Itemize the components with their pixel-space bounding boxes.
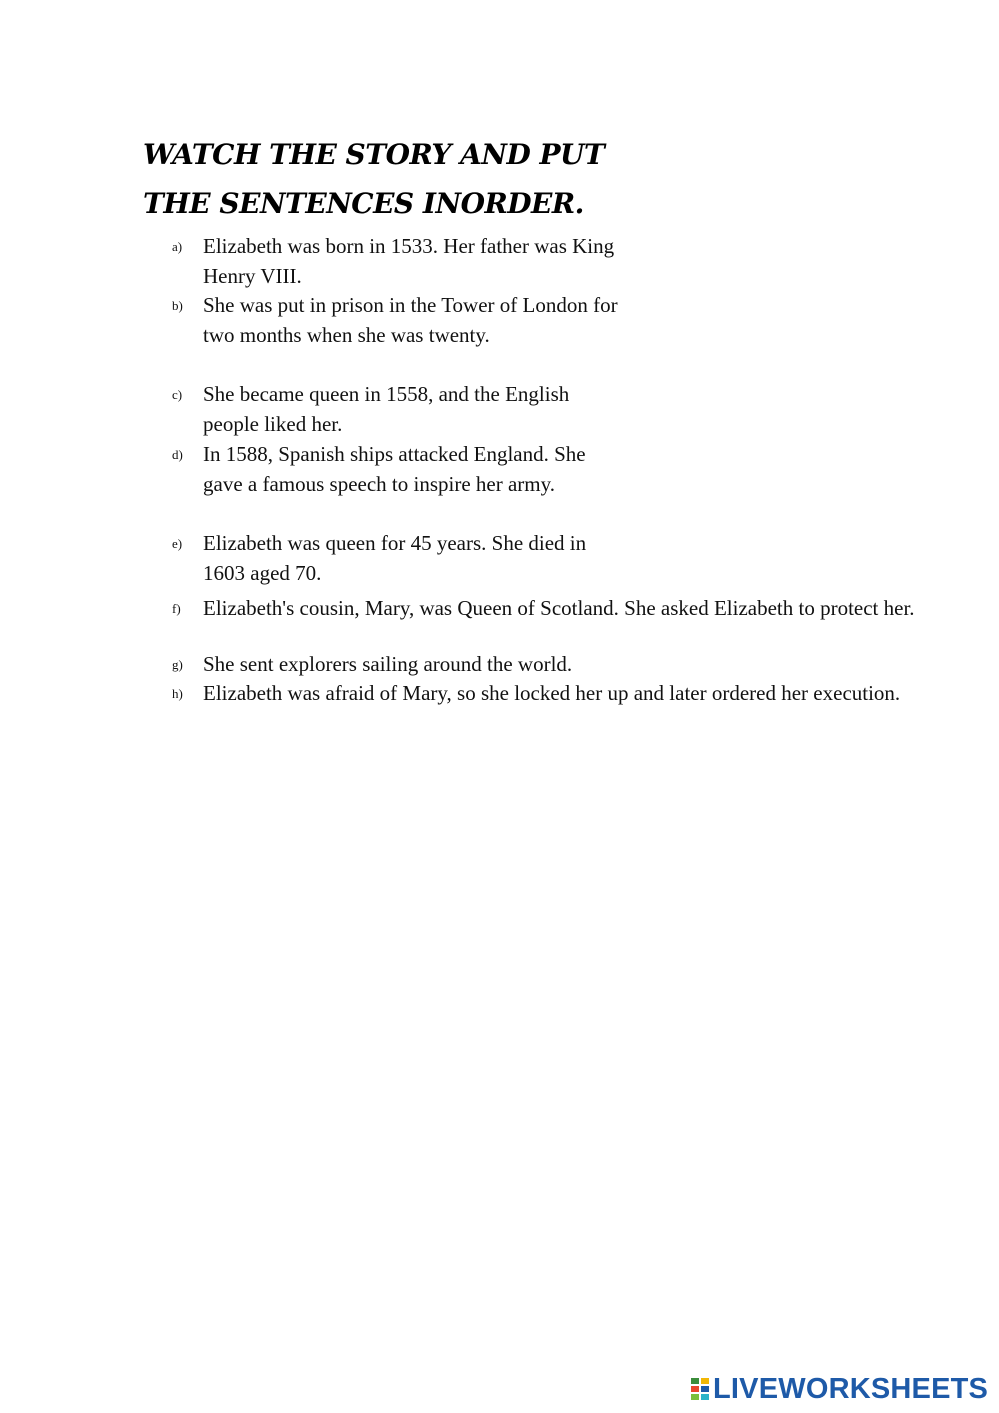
item-text: Elizabeth's cousin, Mary, was Queen of Scotland. She asked Elizabeth to protect her. bbox=[203, 596, 915, 620]
item-marker: f) bbox=[172, 601, 181, 616]
item-marker: c) bbox=[172, 387, 183, 402]
item-marker: a) bbox=[172, 239, 183, 254]
item-marker: d) bbox=[172, 447, 183, 462]
item-text: Elizabeth was afraid of Mary, so she locked her up and later ordered her execution. bbox=[203, 681, 901, 705]
logo-icon-cell bbox=[700, 1385, 710, 1393]
item-text: She sent explorers sailing around the world. bbox=[203, 652, 573, 676]
sentence-item-d bbox=[172, 440, 623, 499]
title-line-2: THE SENTENCES INORDER. bbox=[143, 187, 584, 220]
item-text: Elizabeth was born in 1533. Her father was King Henry VIII. bbox=[203, 234, 615, 288]
sentence-item-b bbox=[172, 291, 623, 350]
item-text: She was put in prison in the Tower of London for two months when she was twenty. bbox=[203, 293, 618, 347]
item-marker: e) bbox=[172, 536, 183, 551]
logo-icon-cell bbox=[690, 1393, 700, 1401]
sentence-item-e bbox=[172, 529, 623, 588]
logo-icon-cell bbox=[690, 1377, 700, 1385]
item-marker: g) bbox=[172, 657, 183, 672]
item-marker: b) bbox=[172, 298, 183, 313]
item-text: Elizabeth was queen for 45 years. She died in 1603 aged 70. bbox=[203, 531, 587, 585]
worksheet-title bbox=[143, 130, 703, 228]
item-text: She became queen in 1558, and the English people liked her. bbox=[203, 382, 570, 436]
sentence-item-f bbox=[172, 595, 983, 622]
title-line-1: WATCH THE STORY AND PUT bbox=[143, 138, 605, 171]
item-marker: h) bbox=[172, 686, 183, 701]
liveworksheets-logo-icon bbox=[690, 1377, 710, 1401]
logo-icon-cell bbox=[690, 1385, 700, 1393]
logo-text: LIVEWORKSHEETS bbox=[713, 1372, 989, 1405]
liveworksheets-logo bbox=[690, 1372, 988, 1406]
sentence-item-h bbox=[172, 680, 983, 707]
item-text: In 1588, Spanish ships attacked England. She gave a famous speech to inspire her army. bbox=[203, 442, 586, 496]
sentence-item-c bbox=[172, 380, 623, 439]
sentence-item-a bbox=[172, 232, 623, 291]
logo-icon-cell bbox=[700, 1377, 710, 1385]
sentence-item-g bbox=[172, 651, 983, 678]
logo-icon-cell bbox=[700, 1393, 710, 1401]
